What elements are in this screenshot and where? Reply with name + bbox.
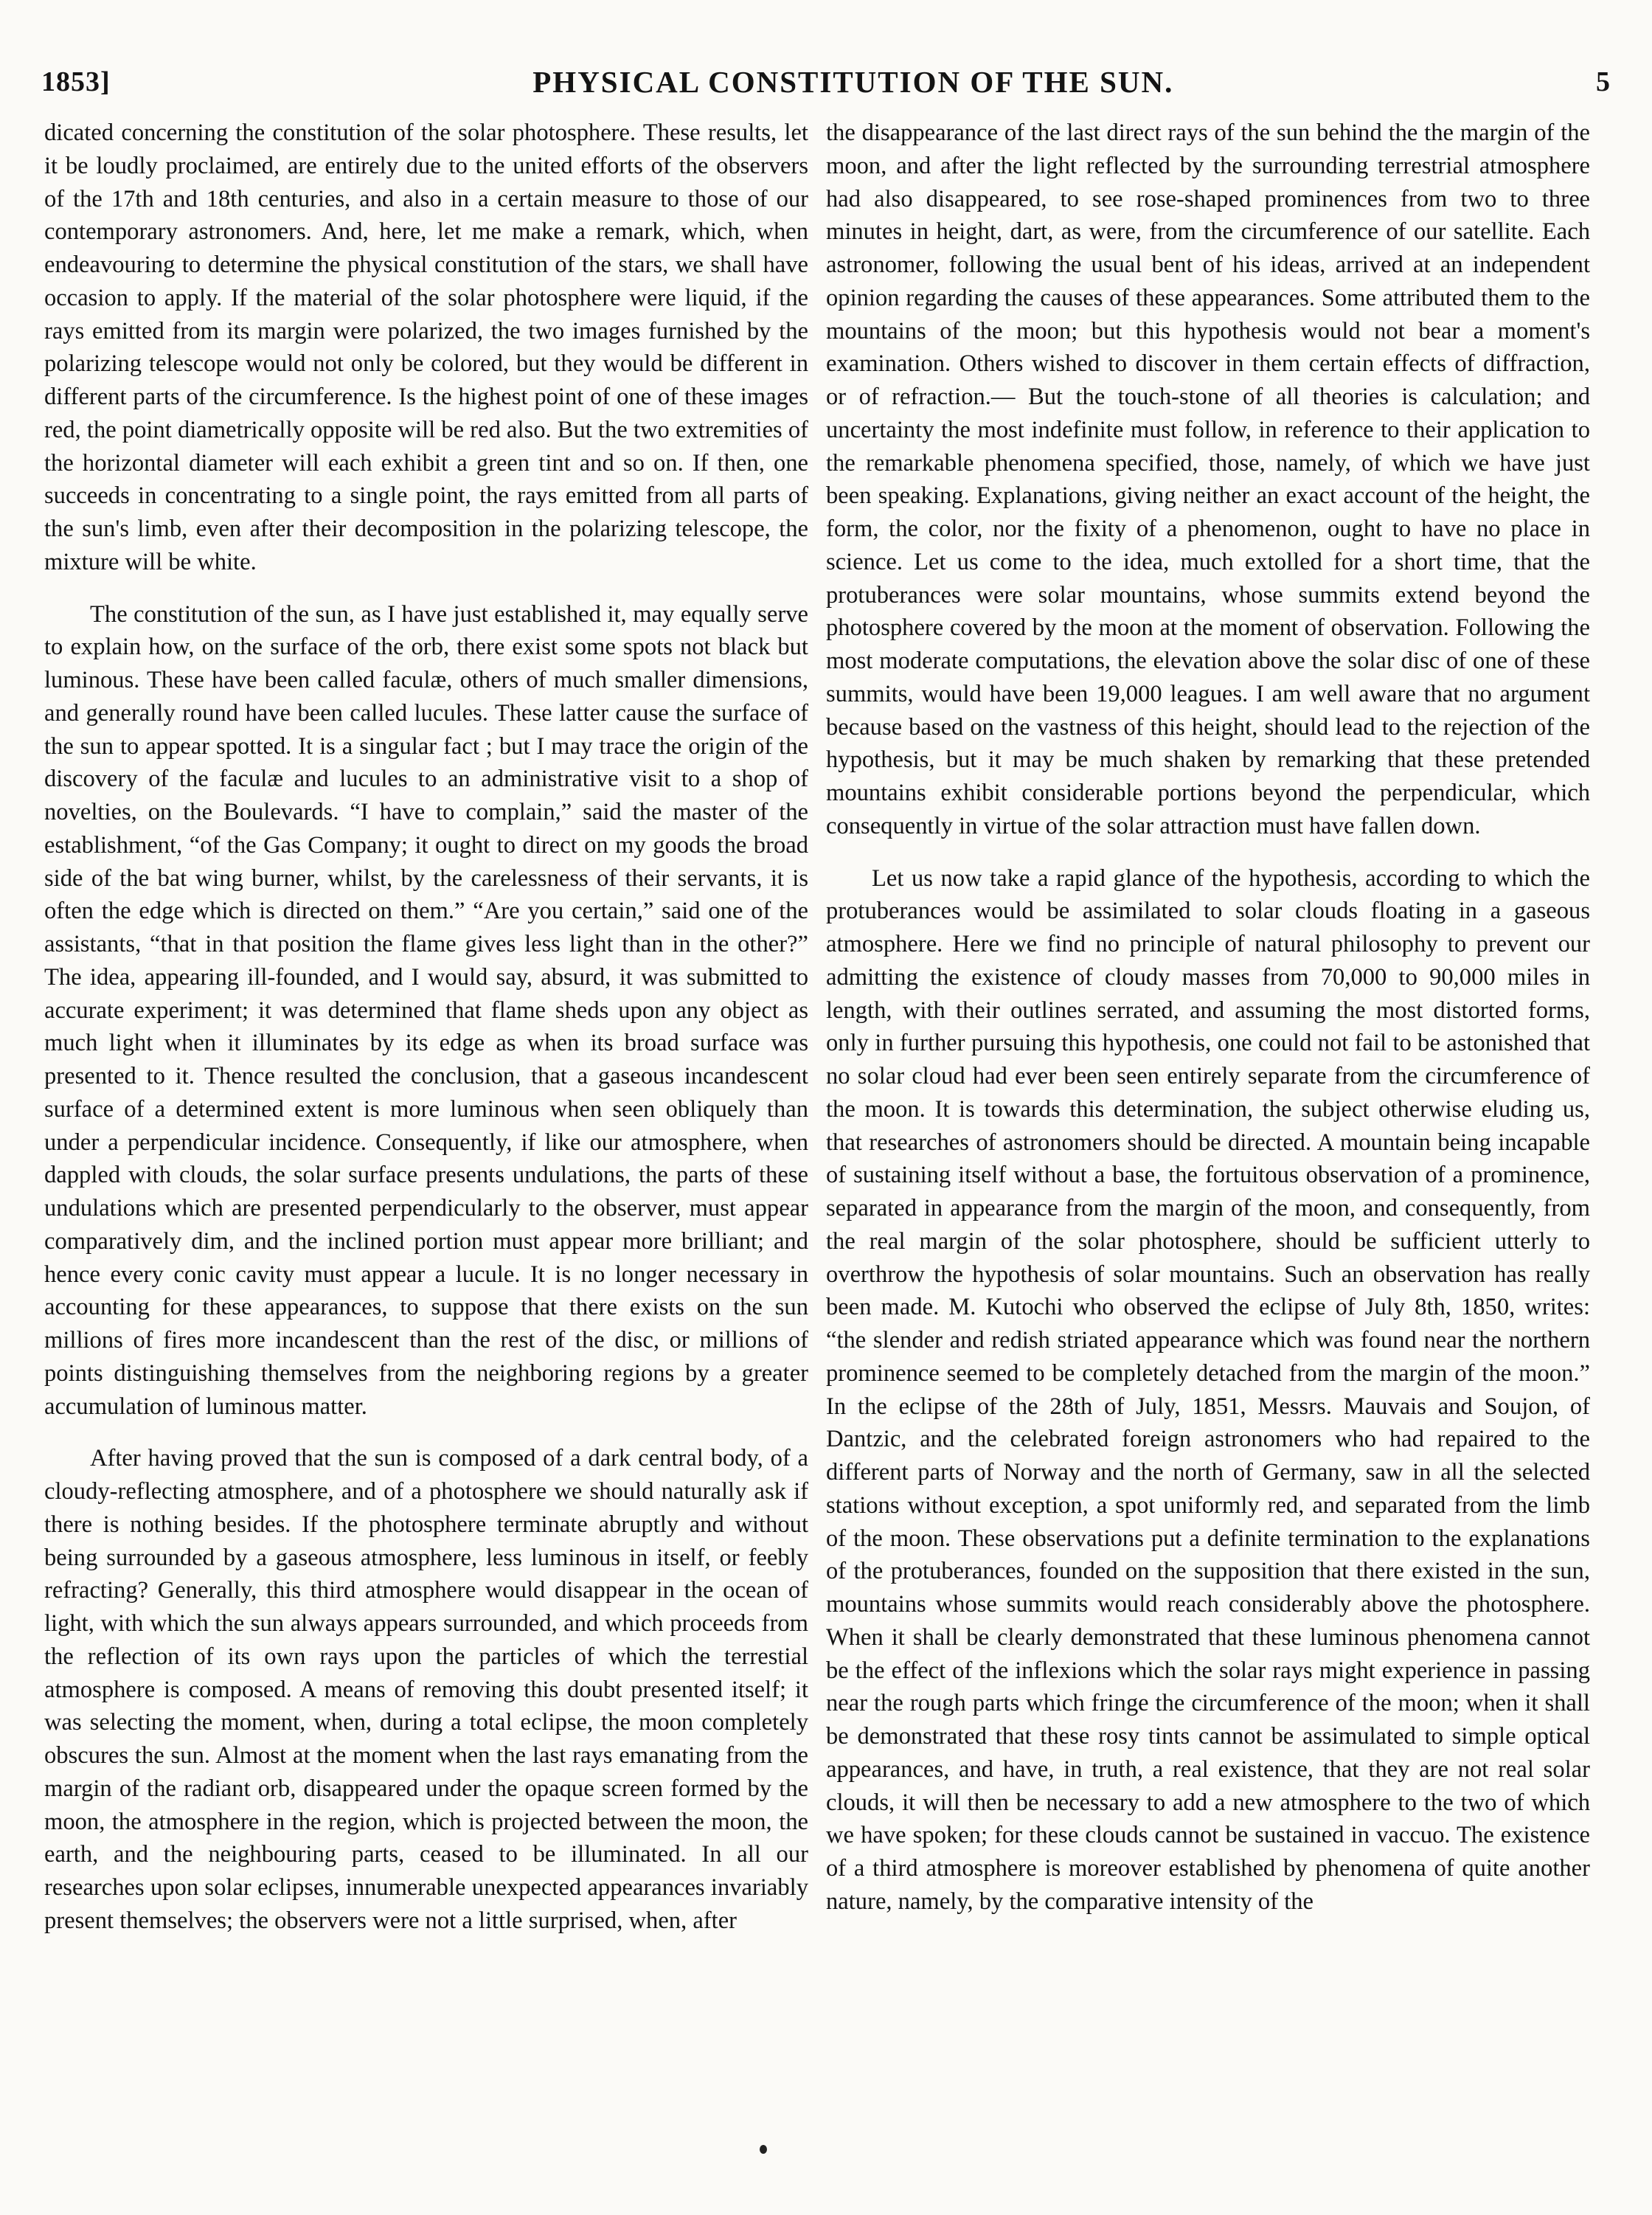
paragraph: Let us now take a rapid glance of the hypothesis, according to which the protuberances would be assimilated to solar clouds floating in a gaseous atmosphere. Here we find no principle of natural philosophy to prevent our admitting the existence of cloudy masses from 70,000 to 90,000 miles in length, with their outlines serrated, and assuming the most distorted forms, only in further pursuing this hypothesis, one could not fail to be astonished that no solar cloud had ever been seen entirely separate from the circumference of the moon. It is towards this determination, the subject otherwise eluding us, that researches of astronomers should be directed. A mountain being incapable of sustaining itself without a base, the fortuitous observation of a prominence, separated in appearance from the margin of the moon, and consequently, from the real margin of the solar photosphere, should be sufficient utterly to overthrow the hypothesis of solar mountains. Such an observation has really been made. M. Kutochi who observed the eclipse of July 8th, 1850, writes: “the slender and redish striated appearance which was found near the northern prominence seemed to be completely detached from the margin of the moon.” In the eclipse of the 28th of July, 1851, Messrs. Mauvais and Soujon, of Dantzic, and the celebrated foreign astronomers who had repaired to the different parts of Norway and the north of Germany, saw in all the selected stations without exception, a spot uniformly red, and separated from the limb of the moon. These observations put a definite termination to the explanations of the protuberances, founded on the supposition that there existed in the sun, mountains whose summits would reach considerably above the photosphere. When it shall be clearly demonstrated that these luminous phenomena cannot be the effect of the inflexions which the solar rays might experience in passing near the rough parts which fringe the circumference of the moon; when it shall be demonstrated that these rosy tints cannot be assimulated to simple optical appearances, and have, in truth, a real existence, that they are not real solar clouds, it will then be necessary to add a new atmosphere to the two of which we have spoken; for these clouds cannot be sustained in vaccuo. The existence of a third atmosphere is moreover established by phenomena of quite another nature, namely, by the comparative intensity of the bbox=[826, 864, 1590, 1915]
paragraph: the disappearance of the last direct rays of the sun behind the the margin of the moon, and after the light reflected by the surrounding terrestrial atmosphere had also disappeared, to see rose-shaped prominences from two to three minutes in height, dart, as were, from the circumference of our satellite. Each astronomer, following the usual bent of his ideas, arrived at an independent opinion regarding the causes of these appearances. Some attributed them to the mountains of the moon; but this hypothesis would not bear a moment's examination. Others wished to discover in them certain effects of diffraction, or of refraction.— But the touch-stone of all theories is calculation; and uncertainty the most indefinite must follow, in reference to their application to the remarkable phenomena specified, those, namely, of which we have just been speaking. Explanations, giving neither an exact account of the height, the form, the color, nor the fixity of a phenomenon, ought to have no place in science. Let us come to the idea, much extolled for a short time, that the protuberances were solar mountains, whose summits extend beyond the photosphere covered by the moon at the moment of observation. Following the most moderate computations, the elevation above the solar disc of one of these summits, would have been 19,000 leagues. I am well aware that no argument because based on the vastness of this height, should lead to the rejection of the hypothesis, but it may be much shaken by remarking that these pretended mountains exhibit considerable portions beyond the perpendicular, which consequently in virtue of the solar attraction must have fallen down. bbox=[826, 119, 1590, 839]
paragraph: After having proved that the sun is composed of a dark central body, of a cloudy-reflecting atmosphere, and of a photosphere we should naturally ask if there is nothing besides. If the photosphere terminate abruptly and without being surrounded by a gaseous atmosphere, less luminous in itself, or feebly refracting? Generally, this third atmosphere would disappear in the ocean of light, with which the sun always appears surrounded, and which proceeds from the reflection of its own rays upon the particles of which the terrestial atmosphere is composed. A means of removing this doubt presented itself; it was selecting the moment, when, during a total eclipse, the moon completely obscures the sun. Almost at the moment when the last rays emanating from the margin of the radiant orb, disappeared under the opaque screen formed by the moon, the atmosphere in the region, which is projected between the moon, the earth, and the neighbouring parts, ceased to be illuminated. In all our researches upon solar eclipses, innumerable unexpected appearances invariably present themselves; the observers were not a little surprised, when, after bbox=[44, 1445, 808, 1934]
paragraph: The constitution of the sun, as I have just established it, may equally serve to explain how, on the surface of the orb, there exist some spots not black but luminous. These have been called faculæ, others of much smaller dimensions, and generally round have been called lucules. These latter cause the surface of the sun to appear spotted. It is a singular fact ; but I may trace the origin of the discovery of the faculæ and lucules to an administrative visit to a shop of novelties, on the Boulevards. “I have to complain,” said the master of the establishment, “of the Gas Company; it ought to direct on my goods the broad side of the bat wing burner, whilst, by the carelessness of their servants, it is often the edge which is directed on them.” “Are you certain,” said one of the assistants, “that in that position the flame gives less light than in the other?” The idea, appearing ill-founded, and I would say, absurd, it was submitted to accurate experiment; it was determined that flame sheds upon any object as much light when it illuminates by its edge as when its broad surface was presented to it. Thence resulted the conclusion, that a gaseous incandescent surface of a determined extent is more luminous when seen obliquely than under a perpendicular incidence. Consequently, if like our atmosphere, when dappled with clouds, the solar surface presents undulations, the parts of these undulations which are presented perpendicularly to the observer, must appear comparatively dim, and the inclined portion must appear more brilliant; and hence every conic cavity must appear a lucule. It is no longer necessary in accounting for these appearances, to suppose that there exists on the sun millions of fires more incandescent than the rest of the disc, or millions of points distinguishing themselves from the neighboring regions by a greater accumulation of luminous matter. bbox=[44, 600, 808, 1420]
page-number: 5 bbox=[1595, 66, 1611, 97]
left-column bbox=[44, 117, 808, 1938]
header-year: 1853] bbox=[41, 66, 111, 97]
running-header bbox=[41, 60, 1611, 103]
footer-dot-mark bbox=[760, 2145, 767, 2154]
paragraph: dicated concerning the constitution of the solar photosphere. These results, let it be loudly proclaimed, are entirely due to the united efforts of the observers of the 17th and 18th centuries, and also in a certain measure to those of our contemporary astronomers. And, here, let me make a remark, which, when endeavouring to determine the physical constitution of the stars, we shall have occasion to apply. If the material of the solar photosphere were liquid, if the rays emitted from its margin were polarized, the two images furnished by the polarizing telescope would not only be colored, but they would be different in different parts of the circumference. Is the highest point of one of these images red, the point diametrically opposite will be red also. But the two extremities of the horizontal diameter will each exhibit a green tint and so on. If then, one succeeds in concentrating to a single point, the rays emitted from all parts of the sun's limb, even after their decomposition in the polarizing telescope, the mixture will be white. bbox=[44, 119, 808, 575]
right-column bbox=[826, 117, 1590, 1918]
header-title: PHYSICAL CONSTITUTION OF THE SUN. bbox=[532, 65, 1174, 99]
